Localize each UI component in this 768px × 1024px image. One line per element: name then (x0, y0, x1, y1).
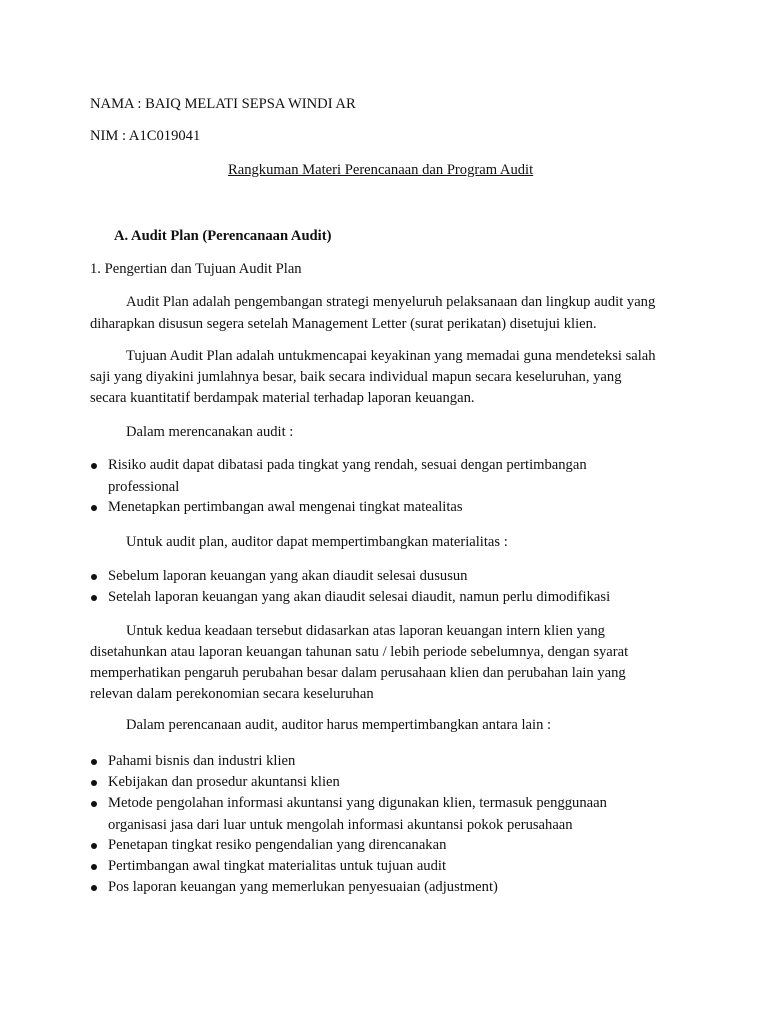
bullet-icon (91, 801, 97, 807)
section-heading: A. Audit Plan (Perencanaan Audit) (114, 228, 332, 244)
bullet-icon (91, 463, 97, 469)
list-item: Pertimbangan awal tingkat materialitas untuk tujuan audit (108, 858, 447, 874)
paragraph-line: secara kuantitatif berdampak material terhadap laporan keuangan. (90, 390, 475, 406)
list-item: Menetapkan pertimbangan awal mengenai tingkat matealitas (108, 499, 463, 515)
list-item: Metode pengolahan informasi akuntansi yang digunakan klien, termasuk penggunaan (108, 795, 607, 811)
list-item: Sebelum laporan keuangan yang akan diaudit selesai dususun (108, 568, 468, 584)
document-title: Rangkuman Materi Perencanaan dan Program Audit (228, 162, 534, 178)
bullet-icon (91, 595, 97, 601)
bullet-icon (91, 864, 97, 870)
bullet-icon (91, 885, 97, 891)
bullet-icon (91, 843, 97, 849)
bullet-icon (91, 505, 97, 511)
list-item: Setelah laporan keuangan yang akan diaudit selesai diaudit, namun perlu dimodifikasi (108, 589, 611, 605)
list-item: Kebijakan dan prosedur akuntansi klien (108, 774, 340, 790)
paragraph-line: disetahunkan atau laporan keuangan tahunan satu / lebih periode sebelumnya, dengan syarat (90, 644, 629, 660)
paragraph-line: Dalam perencanaan audit, auditor harus mempertimbangkan antara lain : (126, 717, 552, 733)
bullet-icon (91, 759, 97, 765)
list-item: Risiko audit dapat dibatasi pada tingkat yang rendah, sesuai dengan pertimbangan (108, 457, 587, 473)
paragraph-line: Dalam merencanakan audit : (126, 424, 294, 440)
paragraph-line: saji yang diyakini jumlahnya besar, baik secara individual mapun secara keseluruhan, yang (90, 369, 622, 385)
list-item-continuation: organisasi jasa dari luar untuk mengolah informasi akuntansi pokok perusahaan (108, 817, 573, 833)
list-item: Penetapan tingkat resiko pengendalian yang direncanakan (108, 837, 447, 853)
subsection-heading: 1. Pengertian dan Tujuan Audit Plan (90, 261, 302, 277)
student-nim: NIM : A1C019041 (90, 128, 201, 144)
bullet-icon (91, 574, 97, 580)
paragraph-line: Audit Plan adalah pengembangan strategi menyeluruh pelaksanaan dan lingkup audit yang (126, 294, 656, 310)
paragraph-line: relevan dalam perekonomian secara keseluruhan (90, 686, 374, 702)
paragraph-line: Untuk kedua keadaan tersebut didasarkan atas laporan keuangan intern klien yang (126, 623, 605, 639)
list-item-continuation: professional (108, 479, 180, 495)
paragraph-line: Untuk audit plan, auditor dapat mempertimbangkan materialitas : (126, 534, 508, 550)
student-name: NAMA : BAIQ MELATI SEPSA WINDI AR (90, 96, 356, 112)
list-item: Pos laporan keuangan yang memerlukan penyesuaian (adjustment) (108, 879, 498, 895)
list-item: Pahami bisnis dan industri klien (108, 753, 296, 769)
bullet-icon (91, 780, 97, 786)
paragraph-line: diharapkan disusun segera setelah Management Letter (surat perikatan) disetujui klien. (90, 316, 597, 332)
paragraph-line: memperhatikan pengaruh perubahan besar dalam perusahaan klien dan perubahan lain yang (90, 665, 626, 681)
paragraph-line: Tujuan Audit Plan adalah untukmencapai keyakinan yang memadai guna mendeteksi salah (126, 348, 656, 364)
